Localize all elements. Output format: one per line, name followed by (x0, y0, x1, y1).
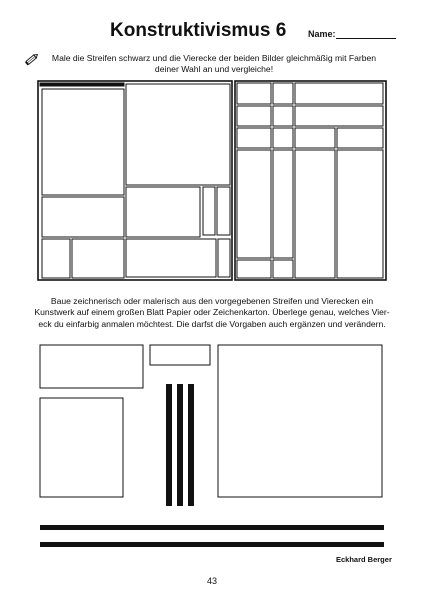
left-top-strip (40, 83, 124, 86)
grid-cell (237, 128, 271, 148)
instruction-2 (30, 296, 394, 330)
bottom-rect-2 (72, 239, 124, 278)
grid-cell (295, 150, 335, 278)
page-title: Konstruktivismus 6 (110, 20, 287, 41)
template-rect-3 (40, 398, 123, 497)
template-rect-2 (150, 345, 210, 365)
grid-cell (295, 128, 335, 148)
right-square-top (126, 84, 230, 185)
vertical-stripe-3 (188, 384, 194, 506)
instruction-1-line-1: Male die Streifen schwarz und die Vierecke der beiden Bilder gleichmäßig mit Farben (51, 53, 377, 63)
instruction-2-line-1: Baue zeichnerisch oder malerisch aus den vorgegebenen Streifen und Vierecken ein (50, 296, 374, 306)
bottom-rect-4 (218, 239, 230, 277)
composition-right-frame (235, 81, 386, 280)
instruction-2-line-3: eck du einfarbig anmalen möchtest. Die darfst die Vorgaben auch ergänzen und verändern. (38, 318, 386, 329)
grid-cell (237, 83, 271, 104)
narrow-bar-2 (217, 187, 230, 235)
left-square-top (42, 89, 124, 195)
author-credit: Eckhard Berger (336, 555, 392, 564)
grid-cell (273, 128, 293, 148)
template-stripes (40, 384, 384, 547)
grid-cell (237, 260, 271, 278)
grid-cell (237, 150, 271, 258)
grid-cell (237, 106, 271, 126)
middle-rect (126, 187, 200, 237)
instruction-1-line-2: deiner Wahl an und vergleiche! (154, 64, 274, 74)
grid-cell (273, 260, 293, 278)
name-label: Name: (308, 29, 336, 39)
horizontal-stripe-1 (40, 525, 384, 530)
grid-cell (273, 83, 293, 104)
template-shapes (40, 345, 382, 497)
narrow-bar-1 (203, 187, 215, 235)
composition-left (38, 81, 232, 280)
template-square-large (218, 345, 382, 497)
template-rect-1 (40, 345, 143, 388)
composition-left-frame (38, 81, 232, 280)
instruction-2-line-2: Kunstwerk auf einem großen Blatt Papier oder Zeichenkarton. Überlege genau, welches Vier- (34, 307, 390, 318)
bottom-rect-3 (126, 239, 216, 277)
vertical-stripe-1 (166, 384, 172, 506)
page-number: 43 (206, 576, 217, 586)
grid-cell (295, 106, 383, 126)
bottom-rect-1 (42, 239, 70, 278)
horizontal-stripe-2 (40, 542, 384, 547)
left-rect-middle (42, 197, 124, 237)
composition-right (235, 81, 386, 280)
vertical-stripe-2 (177, 384, 183, 506)
grid-cell (337, 128, 383, 148)
grid-cell (295, 83, 383, 104)
grid-cell (273, 106, 293, 126)
grid-cell (337, 150, 383, 278)
grid-cell (273, 150, 293, 258)
